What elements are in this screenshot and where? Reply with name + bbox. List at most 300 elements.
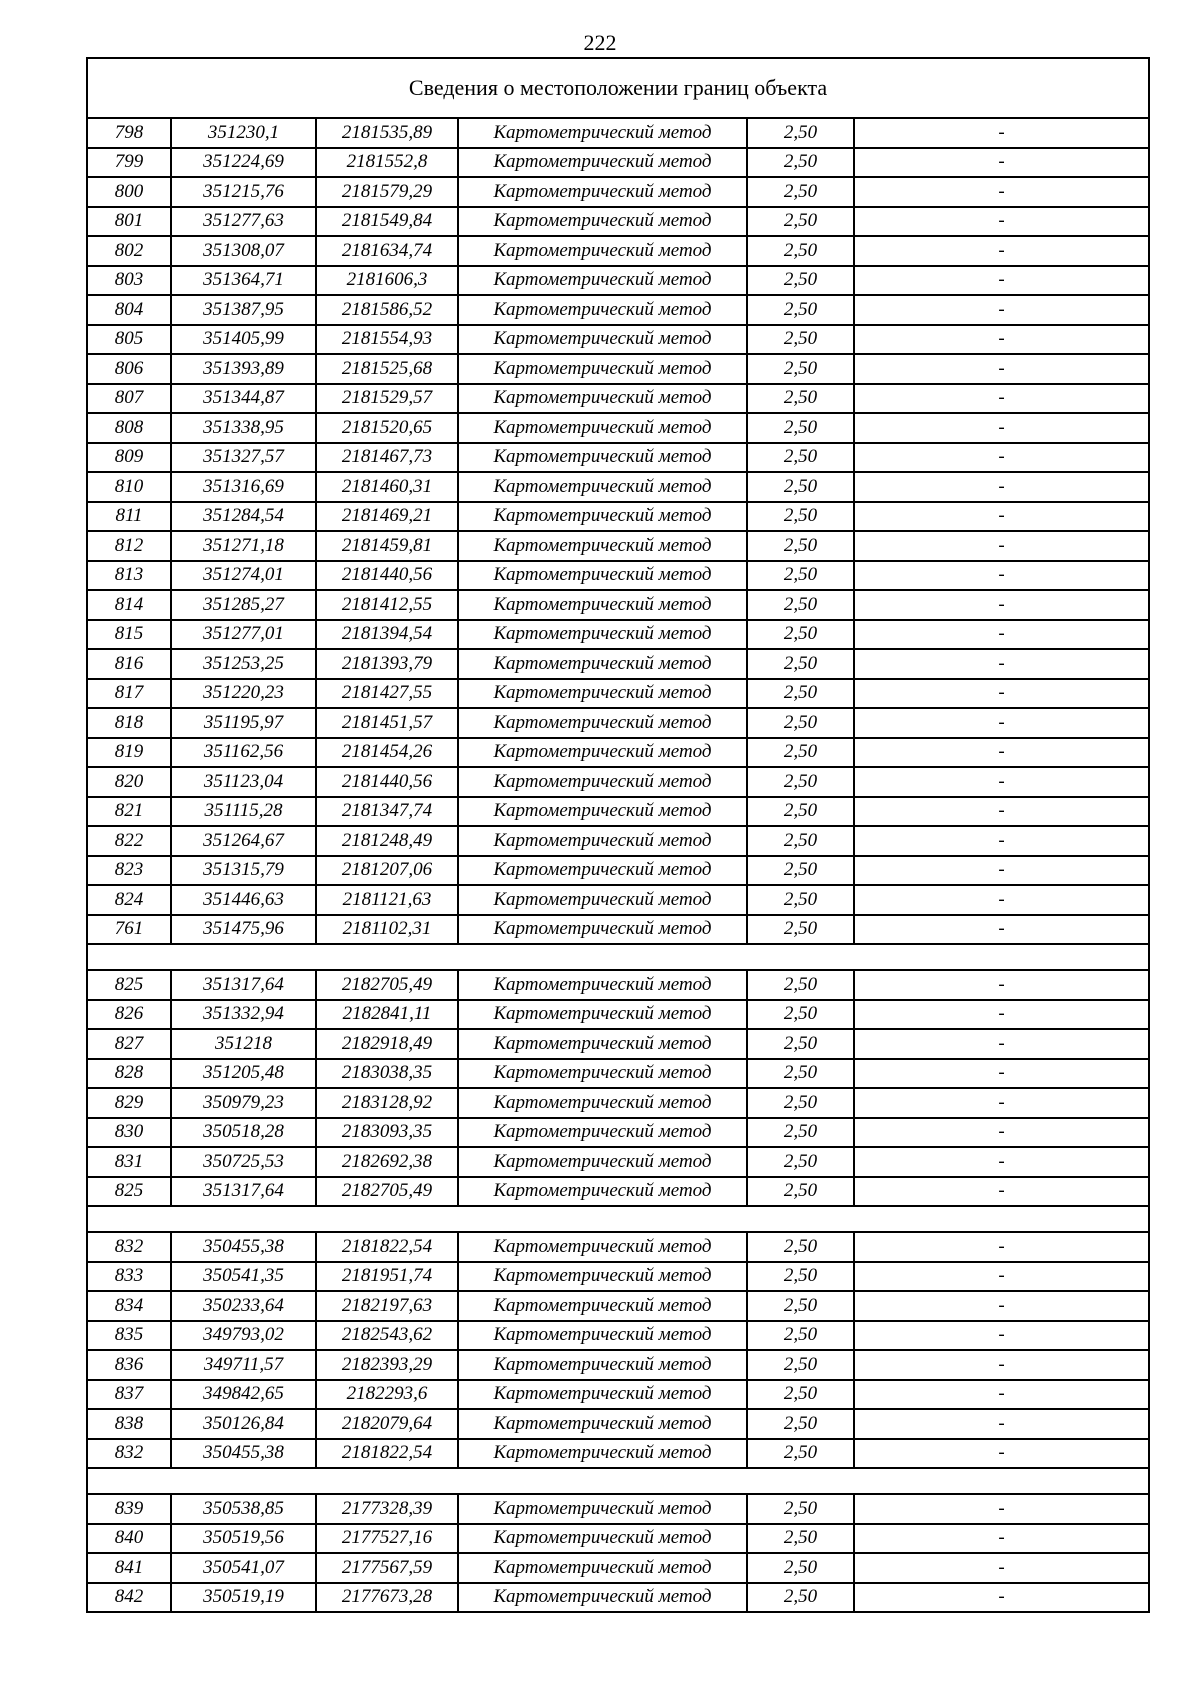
- table-row: [87, 679, 1149, 709]
- table-row: [87, 443, 1149, 473]
- point-number-cell: 804: [87, 295, 171, 325]
- y-coordinate-cell: 2181102,31: [316, 915, 458, 945]
- point-number-cell: 816: [87, 649, 171, 679]
- point-number-cell: 829: [87, 1088, 171, 1118]
- point-number-cell: 805: [87, 325, 171, 355]
- y-coordinate-cell: 2181459,81: [316, 531, 458, 561]
- y-coordinate-cell: 2181549,84: [316, 207, 458, 237]
- method-cell: Картометрический метод: [458, 679, 747, 709]
- accuracy-cell: 2,50: [747, 413, 854, 443]
- x-coordinate-cell: 351218: [171, 1029, 316, 1059]
- x-coordinate-cell: 350541,35: [171, 1262, 316, 1292]
- method-cell: Картометрический метод: [458, 266, 747, 296]
- table-row: [87, 1409, 1149, 1439]
- point-number-cell: 837: [87, 1380, 171, 1410]
- accuracy-cell: 2,50: [747, 1553, 854, 1583]
- description-cell: -: [854, 325, 1149, 355]
- point-number-cell: 798: [87, 118, 171, 148]
- y-coordinate-cell: 2177527,16: [316, 1524, 458, 1554]
- contour-separator-row: [87, 1206, 1149, 1232]
- x-coordinate-cell: 351277,01: [171, 620, 316, 650]
- description-cell: -: [854, 1177, 1149, 1207]
- point-number-cell: 818: [87, 708, 171, 738]
- accuracy-cell: 2,50: [747, 354, 854, 384]
- x-coordinate-cell: 351317,64: [171, 970, 316, 1000]
- y-coordinate-cell: 2181347,74: [316, 797, 458, 827]
- accuracy-cell: 2,50: [747, 502, 854, 532]
- description-cell: -: [854, 649, 1149, 679]
- x-coordinate-cell: 351405,99: [171, 325, 316, 355]
- accuracy-cell: 2,50: [747, 1291, 854, 1321]
- table-row: [87, 649, 1149, 679]
- method-cell: Картометрический метод: [458, 177, 747, 207]
- description-cell: -: [854, 767, 1149, 797]
- accuracy-cell: 2,50: [747, 384, 854, 414]
- table-row: [87, 1177, 1149, 1207]
- table-row: [87, 590, 1149, 620]
- accuracy-cell: 2,50: [747, 118, 854, 148]
- accuracy-cell: 2,50: [747, 1439, 854, 1469]
- x-coordinate-cell: 351215,76: [171, 177, 316, 207]
- point-number-cell: 840: [87, 1524, 171, 1554]
- accuracy-cell: 2,50: [747, 266, 854, 296]
- method-cell: Картометрический метод: [458, 915, 747, 945]
- method-cell: Картометрический метод: [458, 885, 747, 915]
- y-coordinate-cell: 2183128,92: [316, 1088, 458, 1118]
- x-coordinate-cell: 351230,1: [171, 118, 316, 148]
- x-coordinate-cell: 351327,57: [171, 443, 316, 473]
- method-cell: Картометрический метод: [458, 1147, 747, 1177]
- table-row: [87, 767, 1149, 797]
- x-coordinate-cell: 351205,48: [171, 1059, 316, 1089]
- accuracy-cell: 2,50: [747, 738, 854, 768]
- x-coordinate-cell: 351446,63: [171, 885, 316, 915]
- accuracy-cell: 2,50: [747, 1409, 854, 1439]
- description-cell: -: [854, 708, 1149, 738]
- table-row: [87, 1583, 1149, 1613]
- y-coordinate-cell: 2181393,79: [316, 649, 458, 679]
- table-row: [87, 1029, 1149, 1059]
- point-number-cell: 808: [87, 413, 171, 443]
- method-cell: Картометрический метод: [458, 502, 747, 532]
- y-coordinate-cell: 2181525,68: [316, 354, 458, 384]
- point-number-cell: 803: [87, 266, 171, 296]
- point-number-cell: 813: [87, 561, 171, 591]
- method-cell: Картометрический метод: [458, 1409, 747, 1439]
- accuracy-cell: 2,50: [747, 561, 854, 591]
- y-coordinate-cell: 2181394,54: [316, 620, 458, 650]
- method-cell: Картометрический метод: [458, 970, 747, 1000]
- method-cell: Картометрический метод: [458, 708, 747, 738]
- accuracy-cell: 2,50: [747, 295, 854, 325]
- point-number-cell: 828: [87, 1059, 171, 1089]
- accuracy-cell: 2,50: [747, 177, 854, 207]
- y-coordinate-cell: 2181440,56: [316, 561, 458, 591]
- point-number-cell: 824: [87, 885, 171, 915]
- accuracy-cell: 2,50: [747, 856, 854, 886]
- point-number-cell: 820: [87, 767, 171, 797]
- accuracy-cell: 2,50: [747, 236, 854, 266]
- point-number-cell: 807: [87, 384, 171, 414]
- point-number-cell: 802: [87, 236, 171, 266]
- point-number-cell: 800: [87, 177, 171, 207]
- x-coordinate-cell: 351387,95: [171, 295, 316, 325]
- accuracy-cell: 2,50: [747, 767, 854, 797]
- method-cell: Картометрический метод: [458, 620, 747, 650]
- method-cell: Картометрический метод: [458, 118, 747, 148]
- page-number: 222: [583, 30, 617, 55]
- table-body: [87, 58, 1149, 1612]
- table-row: [87, 325, 1149, 355]
- x-coordinate-cell: 350455,38: [171, 1232, 316, 1262]
- description-cell: -: [854, 1029, 1149, 1059]
- description-cell: -: [854, 1583, 1149, 1613]
- table-row: [87, 236, 1149, 266]
- point-number-cell: 806: [87, 354, 171, 384]
- table-row: [87, 1321, 1149, 1351]
- description-cell: -: [854, 207, 1149, 237]
- description-cell: -: [854, 1494, 1149, 1524]
- y-coordinate-cell: 2181552,8: [316, 148, 458, 178]
- x-coordinate-cell: 351317,64: [171, 1177, 316, 1207]
- x-coordinate-cell: 351284,54: [171, 502, 316, 532]
- y-coordinate-cell: 2181554,93: [316, 325, 458, 355]
- table-row: [87, 1380, 1149, 1410]
- y-coordinate-cell: 2181586,52: [316, 295, 458, 325]
- x-coordinate-cell: 351332,94: [171, 1000, 316, 1030]
- point-number-cell: 811: [87, 502, 171, 532]
- point-number-cell: 833: [87, 1262, 171, 1292]
- x-coordinate-cell: 351162,56: [171, 738, 316, 768]
- description-cell: -: [854, 1524, 1149, 1554]
- x-coordinate-cell: 351264,67: [171, 826, 316, 856]
- point-number-cell: 836: [87, 1350, 171, 1380]
- point-number-cell: 814: [87, 590, 171, 620]
- method-cell: Картометрический метод: [458, 531, 747, 561]
- x-coordinate-cell: 350126,84: [171, 1409, 316, 1439]
- accuracy-cell: 2,50: [747, 443, 854, 473]
- y-coordinate-cell: 2181248,49: [316, 826, 458, 856]
- y-coordinate-cell: 2181951,74: [316, 1262, 458, 1292]
- x-coordinate-cell: 350519,19: [171, 1583, 316, 1613]
- description-cell: -: [854, 531, 1149, 561]
- description-cell: -: [854, 502, 1149, 532]
- point-number-cell: 817: [87, 679, 171, 709]
- accuracy-cell: 2,50: [747, 679, 854, 709]
- y-coordinate-cell: 2182692,38: [316, 1147, 458, 1177]
- accuracy-cell: 2,50: [747, 1350, 854, 1380]
- method-cell: Картометрический метод: [458, 797, 747, 827]
- point-number-cell: 812: [87, 531, 171, 561]
- description-cell: -: [854, 1059, 1149, 1089]
- point-number-cell: 822: [87, 826, 171, 856]
- method-cell: Картометрический метод: [458, 1262, 747, 1292]
- accuracy-cell: 2,50: [747, 472, 854, 502]
- point-number-cell: 825: [87, 970, 171, 1000]
- method-cell: Картометрический метод: [458, 1059, 747, 1089]
- description-cell: -: [854, 1350, 1149, 1380]
- method-cell: Картометрический метод: [458, 1321, 747, 1351]
- accuracy-cell: 2,50: [747, 590, 854, 620]
- method-cell: Картометрический метод: [458, 649, 747, 679]
- method-cell: Картометрический метод: [458, 738, 747, 768]
- y-coordinate-cell: 2183093,35: [316, 1118, 458, 1148]
- method-cell: Картометрический метод: [458, 295, 747, 325]
- description-cell: -: [854, 826, 1149, 856]
- description-cell: -: [854, 1409, 1149, 1439]
- accuracy-cell: 2,50: [747, 207, 854, 237]
- y-coordinate-cell: 2181454,26: [316, 738, 458, 768]
- accuracy-cell: 2,50: [747, 1321, 854, 1351]
- description-cell: -: [854, 970, 1149, 1000]
- x-coordinate-cell: 351277,63: [171, 207, 316, 237]
- table-row: [87, 797, 1149, 827]
- y-coordinate-cell: 2182841,11: [316, 1000, 458, 1030]
- method-cell: Картометрический метод: [458, 1439, 747, 1469]
- table-row: [87, 118, 1149, 148]
- table-row: [87, 1059, 1149, 1089]
- x-coordinate-cell: 350518,28: [171, 1118, 316, 1148]
- y-coordinate-cell: 2181606,3: [316, 266, 458, 296]
- accuracy-cell: 2,50: [747, 325, 854, 355]
- x-coordinate-cell: 351253,25: [171, 649, 316, 679]
- point-number-cell: 834: [87, 1291, 171, 1321]
- y-coordinate-cell: 2183038,35: [316, 1059, 458, 1089]
- method-cell: Картометрический метод: [458, 1553, 747, 1583]
- accuracy-cell: 2,50: [747, 148, 854, 178]
- accuracy-cell: 2,50: [747, 797, 854, 827]
- table-row: [87, 266, 1149, 296]
- table-title: Сведения о местоположении границ объекта: [87, 58, 1149, 118]
- accuracy-cell: 2,50: [747, 1232, 854, 1262]
- method-cell: Картометрический метод: [458, 561, 747, 591]
- description-cell: -: [854, 738, 1149, 768]
- point-number-cell: 830: [87, 1118, 171, 1148]
- accuracy-cell: 2,50: [747, 826, 854, 856]
- y-coordinate-cell: 2181467,73: [316, 443, 458, 473]
- contour-separator-row: [87, 944, 1149, 970]
- table-row: [87, 1118, 1149, 1148]
- method-cell: Картометрический метод: [458, 236, 747, 266]
- y-coordinate-cell: 2177567,59: [316, 1553, 458, 1583]
- accuracy-cell: 2,50: [747, 1000, 854, 1030]
- y-coordinate-cell: 2182705,49: [316, 970, 458, 1000]
- method-cell: Картометрический метод: [458, 590, 747, 620]
- table-row: [87, 826, 1149, 856]
- y-coordinate-cell: 2181440,56: [316, 767, 458, 797]
- method-cell: Картометрический метод: [458, 443, 747, 473]
- x-coordinate-cell: 351475,96: [171, 915, 316, 945]
- point-number-cell: 831: [87, 1147, 171, 1177]
- y-coordinate-cell: 2177328,39: [316, 1494, 458, 1524]
- y-coordinate-cell: 2181529,57: [316, 384, 458, 414]
- point-number-cell: 809: [87, 443, 171, 473]
- point-number-cell: 823: [87, 856, 171, 886]
- point-number-cell: 819: [87, 738, 171, 768]
- table-row: [87, 177, 1149, 207]
- table-row: [87, 1553, 1149, 1583]
- x-coordinate-cell: 351393,89: [171, 354, 316, 384]
- table-row: [87, 1350, 1149, 1380]
- x-coordinate-cell: 351123,04: [171, 767, 316, 797]
- accuracy-cell: 2,50: [747, 1494, 854, 1524]
- description-cell: -: [854, 590, 1149, 620]
- contour-separator: [87, 944, 1149, 970]
- x-coordinate-cell: 350538,85: [171, 1494, 316, 1524]
- x-coordinate-cell: 351364,71: [171, 266, 316, 296]
- description-cell: -: [854, 443, 1149, 473]
- table-row: [87, 472, 1149, 502]
- description-cell: -: [854, 384, 1149, 414]
- table-row: [87, 708, 1149, 738]
- table-row: [87, 856, 1149, 886]
- contour-separator-row: [87, 1468, 1149, 1494]
- description-cell: -: [854, 1232, 1149, 1262]
- table-row: [87, 561, 1149, 591]
- table-row: [87, 620, 1149, 650]
- description-cell: -: [854, 148, 1149, 178]
- x-coordinate-cell: 351315,79: [171, 856, 316, 886]
- boundary-coordinates-table: [86, 57, 1150, 1613]
- y-coordinate-cell: 2181520,65: [316, 413, 458, 443]
- table-row: [87, 1439, 1149, 1469]
- accuracy-cell: 2,50: [747, 620, 854, 650]
- accuracy-cell: 2,50: [747, 1088, 854, 1118]
- table-row: [87, 384, 1149, 414]
- x-coordinate-cell: 351308,07: [171, 236, 316, 266]
- point-number-cell: 815: [87, 620, 171, 650]
- table-row: [87, 295, 1149, 325]
- table-row: [87, 1232, 1149, 1262]
- table-row: [87, 970, 1149, 1000]
- description-cell: -: [854, 1118, 1149, 1148]
- boundary-coordinates-sheet: [86, 57, 1148, 1613]
- y-coordinate-cell: 2181121,63: [316, 885, 458, 915]
- description-cell: -: [854, 266, 1149, 296]
- table-row: [87, 148, 1149, 178]
- point-number-cell: 832: [87, 1232, 171, 1262]
- contour-separator: [87, 1206, 1149, 1232]
- point-number-cell: 835: [87, 1321, 171, 1351]
- point-number-cell: 821: [87, 797, 171, 827]
- accuracy-cell: 2,50: [747, 1147, 854, 1177]
- y-coordinate-cell: 2181427,55: [316, 679, 458, 709]
- accuracy-cell: 2,50: [747, 531, 854, 561]
- y-coordinate-cell: 2182918,49: [316, 1029, 458, 1059]
- x-coordinate-cell: 351195,97: [171, 708, 316, 738]
- x-coordinate-cell: 351271,18: [171, 531, 316, 561]
- description-cell: -: [854, 413, 1149, 443]
- y-coordinate-cell: 2177673,28: [316, 1583, 458, 1613]
- description-cell: -: [854, 1553, 1149, 1583]
- y-coordinate-cell: 2181822,54: [316, 1232, 458, 1262]
- point-number-cell: 801: [87, 207, 171, 237]
- x-coordinate-cell: 349711,57: [171, 1350, 316, 1380]
- accuracy-cell: 2,50: [747, 1380, 854, 1410]
- method-cell: Картометрический метод: [458, 472, 747, 502]
- y-coordinate-cell: 2181451,57: [316, 708, 458, 738]
- y-coordinate-cell: 2182079,64: [316, 1409, 458, 1439]
- x-coordinate-cell: 351224,69: [171, 148, 316, 178]
- description-cell: -: [854, 561, 1149, 591]
- x-coordinate-cell: 351338,95: [171, 413, 316, 443]
- accuracy-cell: 2,50: [747, 1118, 854, 1148]
- y-coordinate-cell: 2182393,29: [316, 1350, 458, 1380]
- description-cell: -: [854, 472, 1149, 502]
- table-row: [87, 1291, 1149, 1321]
- x-coordinate-cell: 349842,65: [171, 1380, 316, 1410]
- table-row: [87, 207, 1149, 237]
- table-row: [87, 1147, 1149, 1177]
- method-cell: Картометрический метод: [458, 354, 747, 384]
- x-coordinate-cell: 351220,23: [171, 679, 316, 709]
- table-row: [87, 1262, 1149, 1292]
- method-cell: Картометрический метод: [458, 1177, 747, 1207]
- x-coordinate-cell: 351316,69: [171, 472, 316, 502]
- method-cell: Картометрический метод: [458, 207, 747, 237]
- x-coordinate-cell: 350725,53: [171, 1147, 316, 1177]
- point-number-cell: 761: [87, 915, 171, 945]
- description-cell: -: [854, 1439, 1149, 1469]
- description-cell: -: [854, 236, 1149, 266]
- y-coordinate-cell: 2182705,49: [316, 1177, 458, 1207]
- x-coordinate-cell: 350233,64: [171, 1291, 316, 1321]
- point-number-cell: 810: [87, 472, 171, 502]
- point-number-cell: 832: [87, 1439, 171, 1469]
- description-cell: -: [854, 679, 1149, 709]
- x-coordinate-cell: 351285,27: [171, 590, 316, 620]
- accuracy-cell: 2,50: [747, 708, 854, 738]
- accuracy-cell: 2,50: [747, 1524, 854, 1554]
- method-cell: Картометрический метод: [458, 1524, 747, 1554]
- table-row: [87, 531, 1149, 561]
- contour-separator: [87, 1468, 1149, 1494]
- description-cell: -: [854, 118, 1149, 148]
- description-cell: -: [854, 797, 1149, 827]
- description-cell: -: [854, 1147, 1149, 1177]
- accuracy-cell: 2,50: [747, 885, 854, 915]
- method-cell: Картометрический метод: [458, 1350, 747, 1380]
- accuracy-cell: 2,50: [747, 1177, 854, 1207]
- x-coordinate-cell: 350519,56: [171, 1524, 316, 1554]
- y-coordinate-cell: 2182543,62: [316, 1321, 458, 1351]
- table-row: [87, 354, 1149, 384]
- description-cell: -: [854, 1000, 1149, 1030]
- x-coordinate-cell: 351344,87: [171, 384, 316, 414]
- point-number-cell: 825: [87, 1177, 171, 1207]
- description-cell: -: [854, 1262, 1149, 1292]
- method-cell: Картометрический метод: [458, 1118, 747, 1148]
- accuracy-cell: 2,50: [747, 915, 854, 945]
- description-cell: -: [854, 177, 1149, 207]
- description-cell: -: [854, 354, 1149, 384]
- y-coordinate-cell: 2181469,21: [316, 502, 458, 532]
- y-coordinate-cell: 2182197,63: [316, 1291, 458, 1321]
- method-cell: Картометрический метод: [458, 413, 747, 443]
- y-coordinate-cell: 2181579,29: [316, 177, 458, 207]
- table-row: [87, 1494, 1149, 1524]
- point-number-cell: 838: [87, 1409, 171, 1439]
- table-row: [87, 1088, 1149, 1118]
- description-cell: -: [854, 1291, 1149, 1321]
- x-coordinate-cell: 349793,02: [171, 1321, 316, 1351]
- table-row: [87, 885, 1149, 915]
- table-row: [87, 502, 1149, 532]
- accuracy-cell: 2,50: [747, 1059, 854, 1089]
- method-cell: Картометрический метод: [458, 1291, 747, 1321]
- accuracy-cell: 2,50: [747, 649, 854, 679]
- table-title-row: [87, 58, 1149, 118]
